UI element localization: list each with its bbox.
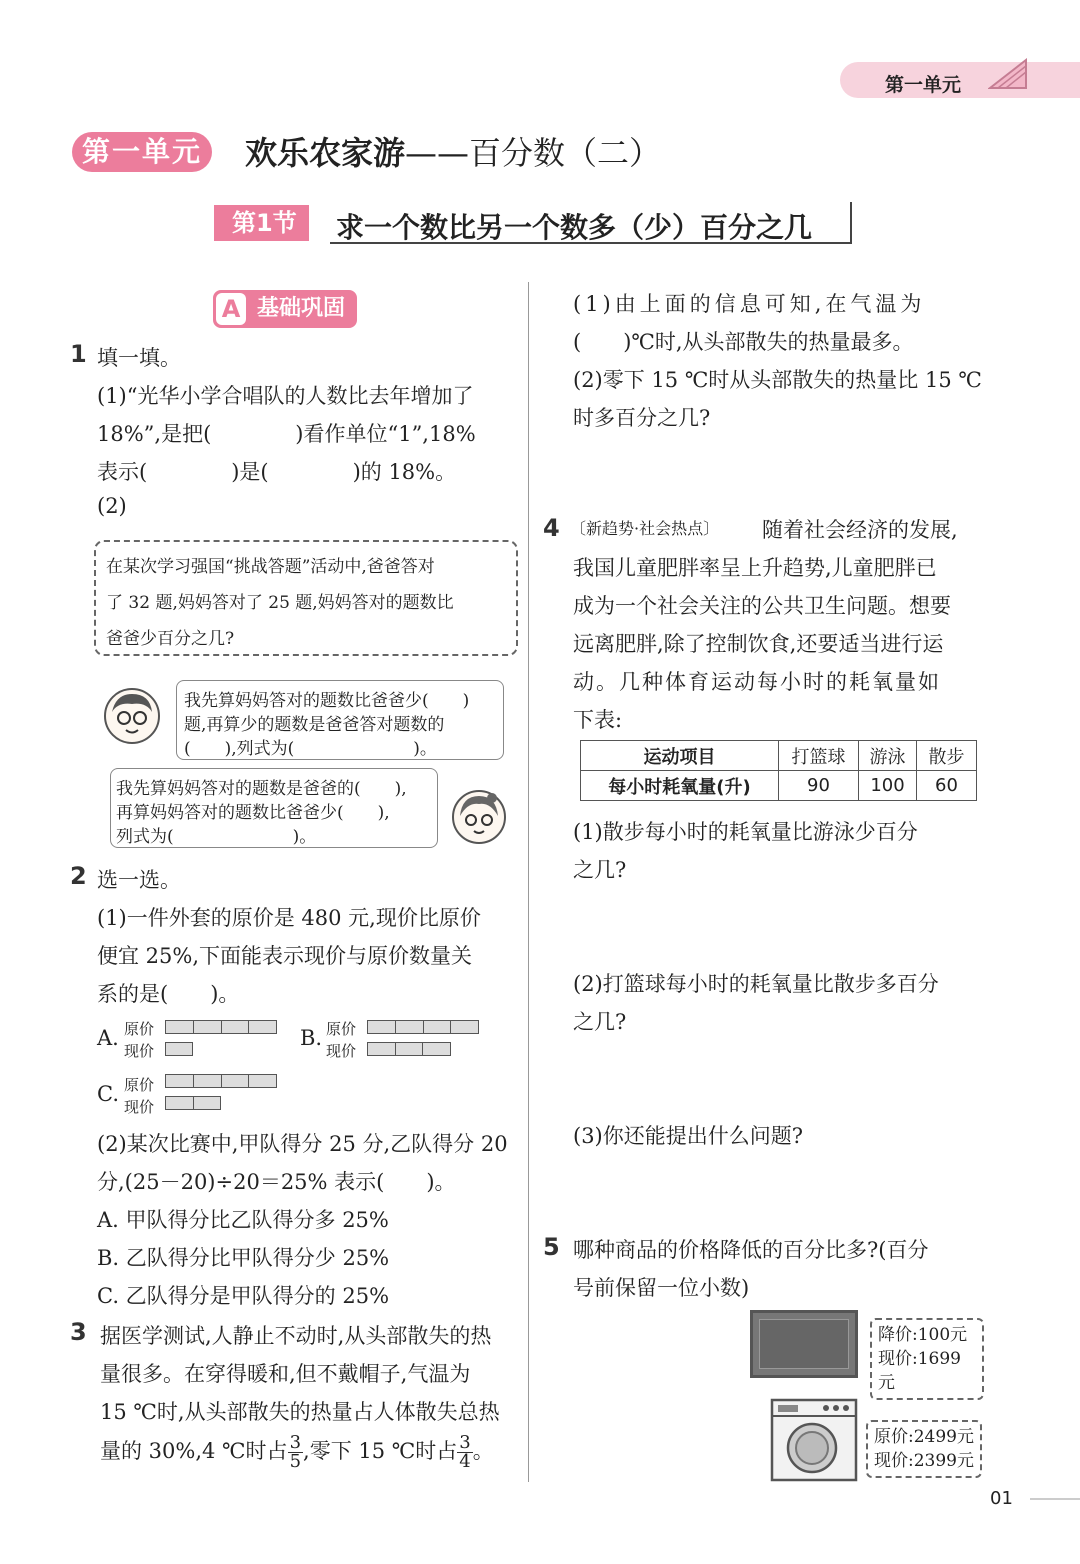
q3-line-2: 量很多。在穿得暖和,但不戴帽子,气温为 — [100, 1362, 471, 1386]
q2-number: 2 — [70, 862, 87, 890]
q2-prompt: 选一选。 — [97, 868, 181, 892]
boy-bubble-line-2: 题,再算少的题数是爸爸答对题数的 — [184, 715, 445, 735]
fraction-2-numerator: 3 — [459, 1432, 471, 1453]
q2-b-now-bar — [367, 1042, 451, 1056]
unit-title — [245, 128, 661, 174]
q2-c-now-label: 现价 — [124, 1098, 155, 1116]
table-row — [581, 771, 977, 801]
q2-choice-c: C. 乙队得分是甲队得分的 25% — [97, 1284, 390, 1308]
q4-line-1: 随着社会经济的发展, — [762, 518, 958, 542]
q3-sub2-line-2: 时多百分之几? — [573, 406, 711, 430]
q3-line-4b: ,零下 15 ℃时占 — [303, 1439, 458, 1463]
q1-box-line-1: 在某次学习强国“挑战答题”活动中,爸爸答对 — [106, 557, 435, 577]
girl-bubble-line-2: 再算妈妈答对的题数比爸爸少( ), — [116, 803, 390, 823]
table-header-cell: 打篮球 — [779, 741, 859, 771]
girl-face-icon — [454, 792, 504, 842]
q2-choice-b: B. 乙队得分比甲队得分少 25% — [97, 1246, 390, 1270]
q2-line-1: (1)一件外套的原价是 480 元,现价比原价 — [97, 906, 481, 930]
section-a-letter: A — [216, 293, 246, 325]
q2-a-now-label: 现价 — [124, 1042, 155, 1060]
tv-current-price: 现价:1699元 — [878, 1349, 961, 1393]
unit-title-sub: ——百分数（二） — [405, 134, 662, 172]
q2-option-b: B. — [300, 1026, 323, 1050]
q2-line-3: 系的是( )。 — [97, 982, 240, 1006]
tv-price-box — [870, 1318, 984, 1400]
q5-line-1: 哪种商品的价格降低的百分比多?(百分 — [573, 1238, 929, 1262]
table-row — [581, 741, 977, 771]
table-cell: 90 — [779, 771, 859, 801]
fraction-1-denominator: 5 — [289, 1451, 302, 1472]
table-cell: 60 — [917, 771, 977, 801]
q4-line-4: 远离肥胖,除了控制饮食,还要适当进行运 — [573, 632, 944, 656]
q3-line-4c: 。 — [472, 1439, 494, 1463]
boy-face-icon — [106, 690, 158, 742]
q2-b-orig-bar — [367, 1020, 479, 1034]
table-header-cell: 游泳 — [859, 741, 917, 771]
unit-badge: 第一单元 — [72, 132, 212, 172]
fraction-3-4 — [457, 1434, 472, 1471]
q2-c-orig-bar — [165, 1074, 277, 1088]
washer-price-box — [866, 1420, 982, 1478]
q4-number: 4 — [543, 514, 560, 542]
q3-number: 3 — [70, 1318, 87, 1346]
q1-prompt: 填一填。 — [97, 346, 181, 370]
q4-part1-line-1: (1)散步每小时的耗氧量比游泳少百分 — [573, 820, 918, 844]
page-number: 01 — [990, 1488, 1013, 1509]
q3-sub1-line-1: (1)由上面的信息可知,在气温为 — [573, 292, 926, 316]
q3-line-4 — [100, 1434, 494, 1471]
table-cell: 100 — [859, 771, 917, 801]
q5-line-2: 号前保留一位小数) — [573, 1276, 750, 1300]
q3-sub1-line-2: ( )℃时,从头部散失的热量最多。 — [573, 330, 914, 354]
q4-part2-line-2: 之几? — [573, 1010, 627, 1034]
unit-tab-label: 第一单元 — [885, 74, 962, 96]
q2-c-now-bar — [165, 1096, 221, 1110]
q1-line-4: (2) — [97, 494, 127, 518]
boy-bubble-line-3: ( ),列式为( )。 — [184, 739, 437, 759]
q4-line-3: 成为一个社会关注的公共卫生问题。想要 — [573, 594, 951, 618]
q4-tag: 〔新趋势·社会热点〕 — [570, 519, 720, 538]
q1-box-line-2: 了 32 题,妈妈答对了 25 题,妈妈答对的题数比 — [106, 593, 454, 613]
ruler-pencil-icon — [988, 58, 1028, 92]
q1-number: 1 — [70, 340, 87, 368]
q2-choice-a: A. 甲队得分比乙队得分多 25% — [97, 1208, 389, 1232]
q2-a-now-bar — [165, 1042, 193, 1056]
q4-part2-line-1: (2)打篮球每小时的耗氧量比散步多百分 — [573, 972, 939, 996]
column-divider — [528, 282, 529, 1482]
q2-b-orig-label: 原价 — [326, 1020, 357, 1038]
table-header-cell: 散步 — [917, 741, 977, 771]
q2-a-orig-label: 原价 — [124, 1020, 155, 1038]
oxygen-table — [580, 740, 977, 801]
fraction-3-5 — [288, 1434, 303, 1471]
girl-bubble-line-3: 列式为( )。 — [116, 827, 317, 847]
q2-a-orig-bar — [165, 1020, 277, 1034]
tv-discount: 降价:100元 — [878, 1325, 968, 1345]
q4-line-2: 我国儿童肥胖率呈上升趋势,儿童肥胖已 — [573, 556, 937, 580]
girl-bubble-line-1: 我先算妈妈答对的题数是爸爸的( ), — [116, 779, 407, 799]
fraction-1-numerator: 3 — [289, 1432, 302, 1453]
q2-b-now-label: 现价 — [326, 1042, 357, 1060]
q1-line-2: 18%”,是把( )看作单位“1”,18% — [97, 422, 476, 446]
boy-bubble-line-1: 我先算妈妈答对的题数比爸爸少( ) — [184, 691, 470, 711]
section-a-label: 基础巩固 — [213, 290, 357, 328]
q3-line-1: 据医学测试,人静止不动时,从头部散失的热 — [100, 1324, 492, 1348]
tv-icon — [750, 1310, 858, 1378]
q4-line-6: 下表: — [573, 708, 623, 732]
q2-c-orig-label: 原价 — [124, 1076, 155, 1094]
q3-sub2-line-1: (2)零下 15 ℃时从头部散失的热量比 15 ℃ — [573, 368, 982, 392]
q2-part2-line-1: (2)某次比赛中,甲队得分 25 分,乙队得分 20 — [97, 1132, 508, 1156]
section-badge: 第1节 — [214, 205, 309, 241]
unit-title-main: 欢乐农家游 — [245, 134, 406, 172]
q2-option-a: A. — [97, 1026, 119, 1050]
q4-part1-line-2: 之几? — [573, 858, 627, 882]
girl-avatar — [452, 790, 506, 844]
q1-box-line-3: 爸爸少百分之几? — [106, 629, 235, 649]
q2-part2-line-2: 分,(25－20)÷20＝25% 表示( )。 — [97, 1170, 456, 1194]
table-cell: 每小时耗氧量(升) — [581, 771, 779, 801]
q5-number: 5 — [543, 1233, 560, 1261]
page-footer-line — [1030, 1498, 1080, 1500]
washer-original-price: 原价:2499元 — [874, 1427, 974, 1447]
q3-line-4a: 量的 30%,4 ℃时占 — [100, 1439, 288, 1463]
fraction-2-denominator: 4 — [459, 1451, 471, 1472]
q2-line-2: 便宜 25%,下面能表示现价与原价数量关 — [97, 944, 473, 968]
boy-avatar — [104, 688, 160, 744]
q3-line-3: 15 ℃时,从头部散失的热量占人体散失总热 — [100, 1400, 500, 1424]
washer-current-price: 现价:2399元 — [874, 1451, 974, 1471]
section-title: 求一个数比另一个数多（少）百分之几 — [330, 202, 852, 244]
q4-line-5: 动。几种体育运动每小时的耗氧量如 — [573, 670, 941, 694]
q2-option-c: C. — [97, 1082, 119, 1106]
q1-line-1: (1)“光华小学合唱队的人数比去年增加了 — [97, 384, 474, 408]
table-header-cell: 运动项目 — [581, 741, 779, 771]
q4-part3: (3)你还能提出什么问题? — [573, 1124, 804, 1148]
q1-line-3: 表示( )是( )的 18%。 — [97, 460, 457, 484]
washing-machine-icon — [770, 1398, 858, 1482]
